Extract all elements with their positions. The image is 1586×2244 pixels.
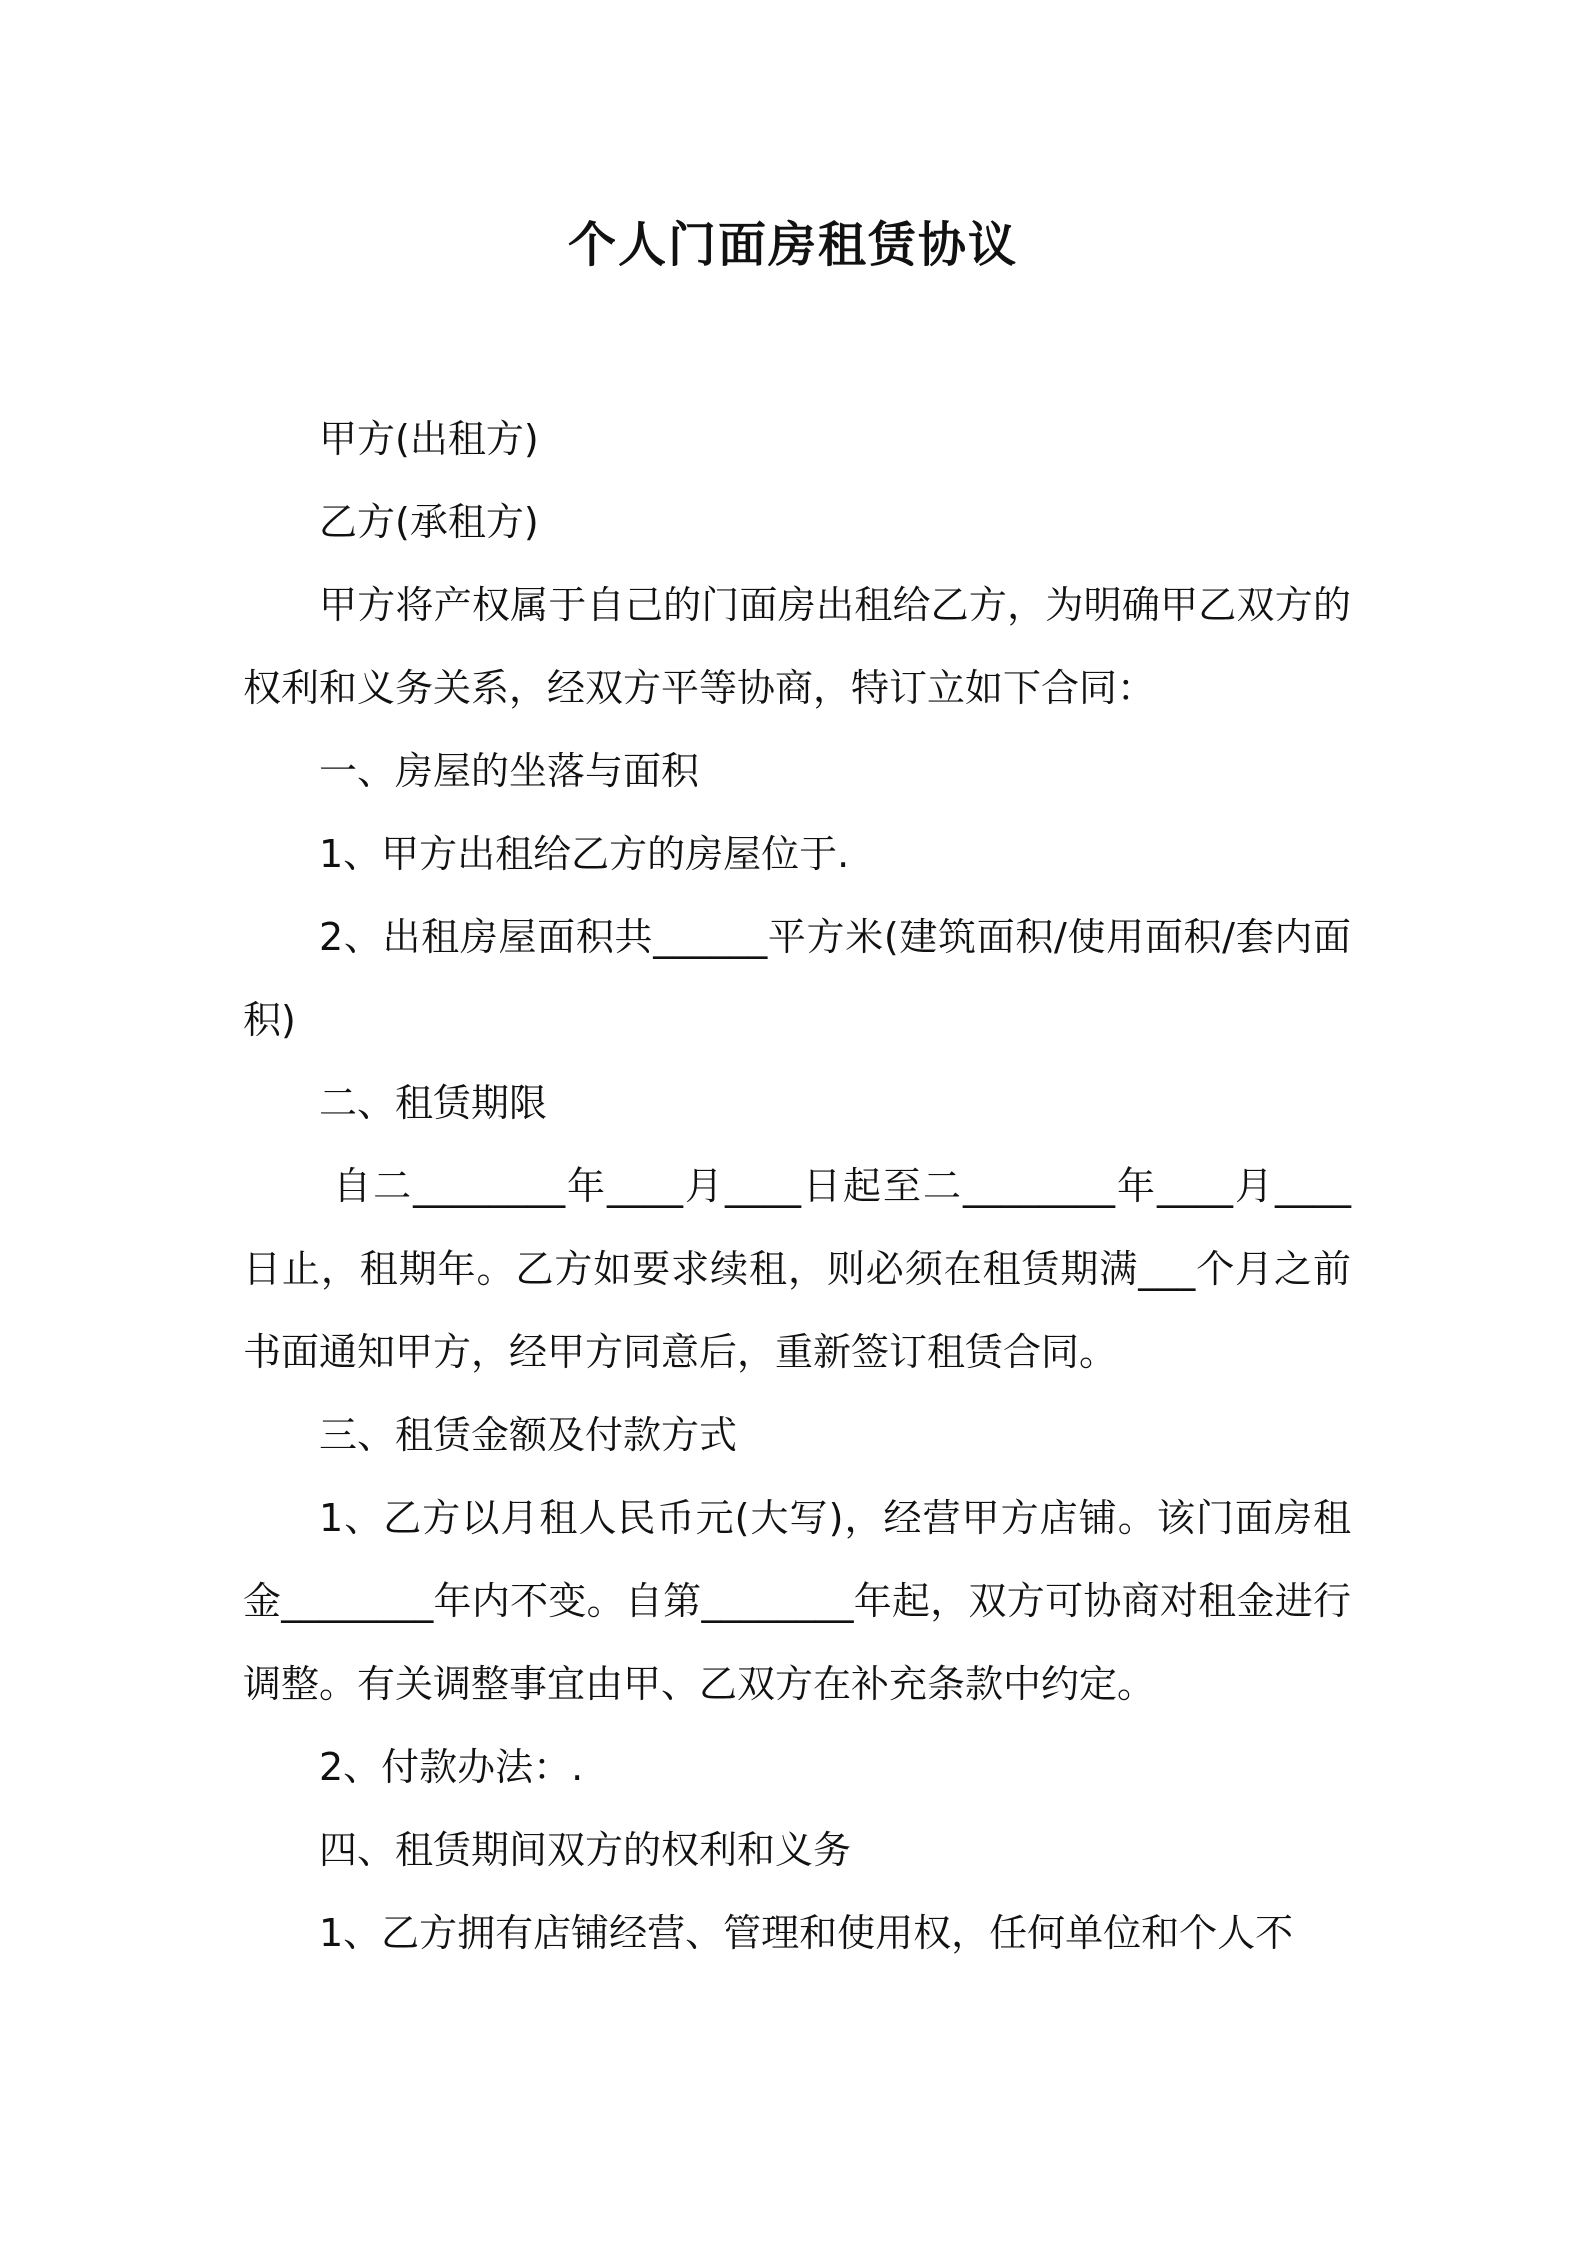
clause-payment-method: 2、付款办法：. — [319, 1745, 584, 1789]
clause-location: 1、甲方出租给乙方的房屋位于. — [319, 832, 850, 876]
document-body — [243, 398, 1351, 1975]
section-heading-location: 一、房屋的坐落与面积 — [319, 749, 700, 793]
section-heading-rent: 三、租赁金额及付款方式 — [319, 1413, 738, 1457]
section-heading-term: 二、租赁期限 — [319, 1081, 548, 1125]
clause-term: 自二________年____月____日起至二________年____月____日止，租期年。乙方如要求续租，则必须在租赁期满___个月之前书面通知甲方，经甲方同意后，重新签订租赁合同。 — [243, 1164, 1351, 1374]
party-b-line: 乙方(承租方) — [319, 500, 539, 544]
party-a-line: 甲方(出租方) — [319, 417, 539, 461]
clause-rent-amount: 1、乙方以月租人民币元(大写)，经营甲方店铺。该门面房租金________年内不变。自第________年起，双方可协商对租金进行调整。有关调整事宜由甲、乙双方在补充条款中约定。 — [243, 1496, 1351, 1706]
clause-area: 2、出租房屋面积共______平方米(建筑面积/使用面积/套内面积) — [243, 915, 1351, 1042]
document-title: 个人门面房租赁协议 — [567, 217, 1018, 273]
clause-rights-1: 1、乙方拥有店铺经营、管理和使用权，任何单位和个人不 — [319, 1911, 1294, 1955]
intro-paragraph: 甲方将产权属于自己的门面房出租给乙方，为明确甲乙双方的权利和义务关系，经双方平等协商，特订立如下合同： — [243, 583, 1351, 710]
section-heading-rights: 四、租赁期间双方的权利和义务 — [319, 1828, 852, 1872]
